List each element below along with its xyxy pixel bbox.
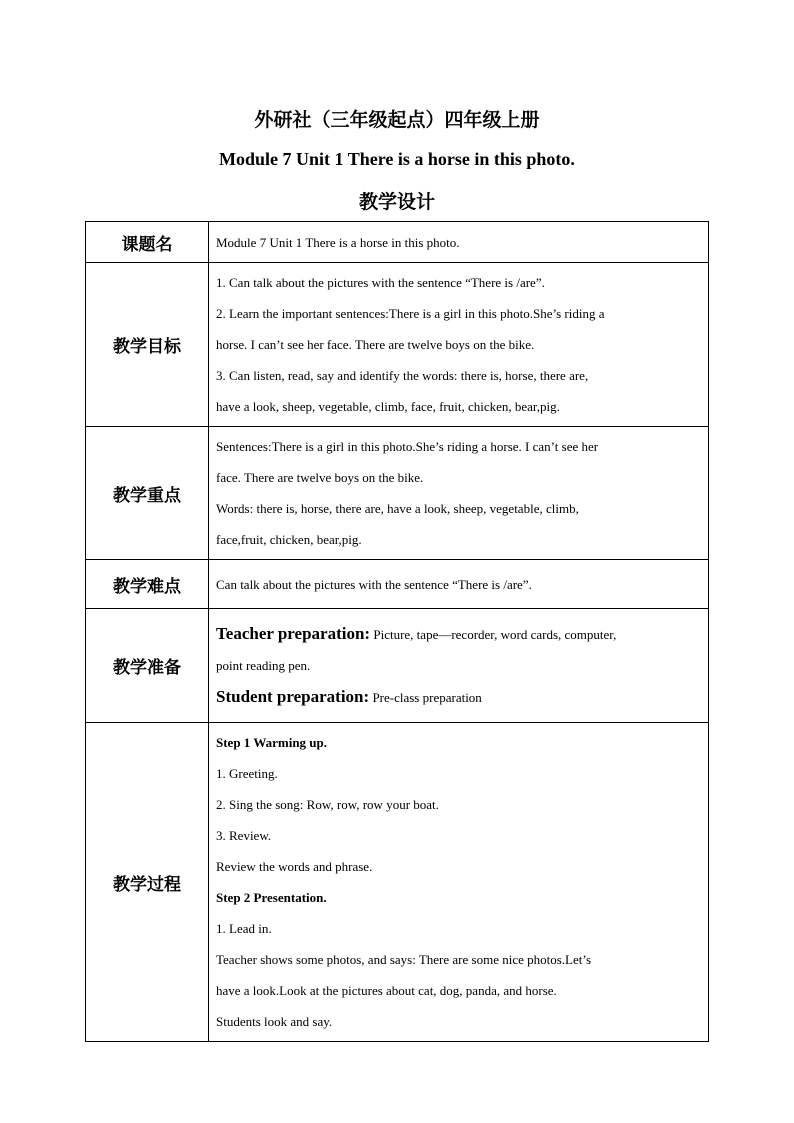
teacher-preparation-text: Picture, tape—recorder, word cards, computer, <box>370 627 617 642</box>
difficult-points-label: 教学难点 <box>86 560 209 609</box>
topic-text: Module 7 Unit 1 There is a horse in this photo. <box>216 234 460 250</box>
process-label: 教学过程 <box>86 723 209 1042</box>
step-2-line: have a look.Look at the pictures about cat, dog, panda, and horse. <box>216 983 557 998</box>
table-row-process <box>86 723 709 1042</box>
table-row-topic <box>86 222 709 263</box>
document-title-english: Module 7 Unit 1 There is a horse in this photo. <box>219 149 575 169</box>
document-title-chinese: 外研社（三年级起点）四年级上册 <box>254 109 540 131</box>
preparation-label: 教学准备 <box>86 609 209 723</box>
step-1-title: Step 1 Warming up. <box>216 735 328 750</box>
teacher-preparation-line <box>216 618 701 650</box>
step-1-line: Review the words and phrase. <box>216 859 373 874</box>
table-row-preparation <box>86 609 709 723</box>
step-2-line: 1. Lead in. <box>216 921 272 936</box>
step-2-line: Teacher shows some photos, and says: There are some nice photos.Let’s <box>216 952 592 967</box>
step-2-title: Step 2 Presentation. <box>216 890 327 905</box>
difficult-points-content <box>209 560 709 609</box>
table-row-key-points <box>86 427 709 560</box>
difficult-points-text: Can talk about the pictures with the sentence “There is /are”. <box>216 576 532 592</box>
objectives-label: 教学目标 <box>86 263 209 427</box>
preparation-content <box>209 609 709 723</box>
table-row-objectives <box>86 263 709 427</box>
topic-content <box>209 222 709 263</box>
document-subtitle: 教学设计 <box>358 191 435 213</box>
process-content <box>209 723 709 1042</box>
step-1-line: 1. Greeting. <box>216 766 278 781</box>
topic-label: 课题名 <box>86 222 209 263</box>
teacher-preparation-text-continued: point reading pen. <box>216 658 311 673</box>
objectives-line: 2. Learn the important sentences:There is a girl in this photo.She’s riding a <box>216 306 605 321</box>
objectives-line: have a look, sheep, vegetable, climb, face, fruit, chicken, bear,pig. <box>216 399 560 414</box>
key-points-line: Sentences:There is a girl in this photo.She’s riding a horse. I can’t see her <box>216 439 599 454</box>
key-points-content <box>209 427 709 560</box>
student-preparation-text: Pre-class preparation <box>369 690 482 705</box>
objectives-line: horse. I can’t see her face. There are twelve boys on the bike. <box>216 337 535 352</box>
student-preparation-line <box>216 681 701 713</box>
student-preparation-title: Student preparation: <box>216 687 370 706</box>
step-1-line: 3. Review. <box>216 828 272 843</box>
key-points-line: face. There are twelve boys on the bike. <box>216 470 424 485</box>
teacher-preparation-title: Teacher preparation: <box>216 624 371 643</box>
step-2-line: Students look and say. <box>216 1014 333 1029</box>
table-row-difficult-points <box>86 560 709 609</box>
objectives-line: 1. Can talk about the pictures with the sentence “There is /are”. <box>216 275 545 290</box>
lesson-plan-table <box>85 221 709 1042</box>
objectives-content <box>209 263 709 427</box>
key-points-line: face,fruit, chicken, bear,pig. <box>216 532 362 547</box>
objectives-line: 3. Can listen, read, say and identify the words: there is, horse, there are, <box>216 368 589 383</box>
key-points-line: Words: there is, horse, there are, have a look, sheep, vegetable, climb, <box>216 501 579 516</box>
step-1-line: 2. Sing the song: Row, row, row your boat. <box>216 797 439 812</box>
key-points-label: 教学重点 <box>86 427 209 560</box>
